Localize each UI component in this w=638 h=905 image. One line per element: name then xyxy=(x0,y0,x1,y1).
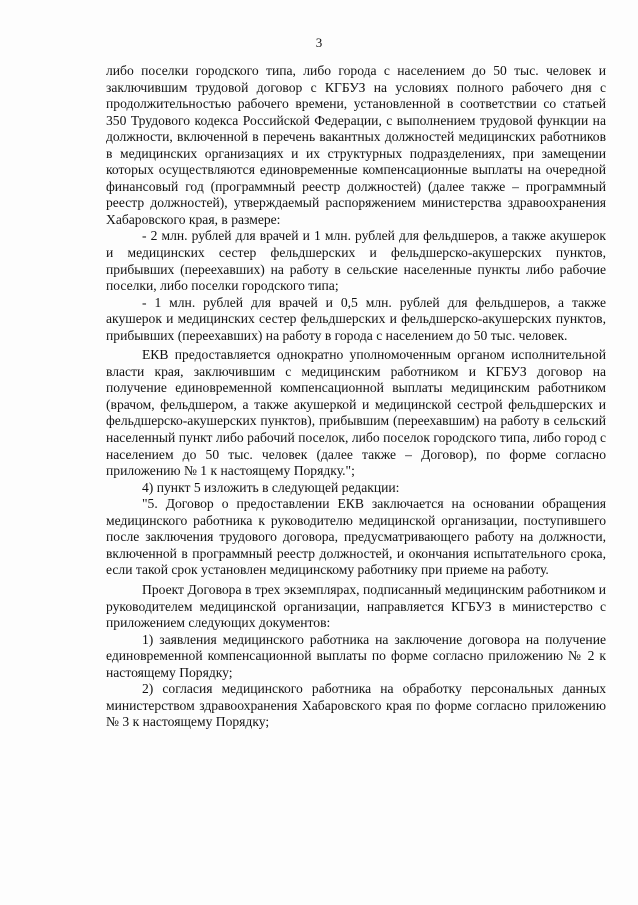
paragraph-ekv-provision: ЕКВ предоставляется однократно уполномоченным органом исполнительной власти края, заключившим с медицинским работником и КГБУЗ договор на получение единовременной компенсационной выплаты медицинским работником (врачом, фельдшером, а также акушеркой и медицинской сестрой фельдшерских и фельдшерско-акушерских пунктов), прибывшим (переехавшим) на работу в сельский населенный пункт либо рабочий поселок, либо поселок городского типа, либо город с населением до 50 тыс. человек (далее также – Договор), по форме согласно приложению № 1 к настоящему Порядку."; xyxy=(106,347,606,479)
paragraph-draft-contract: Проект Договора в трех экземплярах, подписанный медицинским работником и руководителем медицинской организации, направляется КГБУЗ в министерство с приложением следующих документов: xyxy=(106,581,606,631)
paragraph-clause-5: "5. Договор о предоставлении ЕКВ заключается на основании обращения медицинского работника к руководителю медицинской организации, поступившего после заключения трудового договора, предусматривающего работу на должности, включенной в программный реестр должностей, и окончания испытательного срока, если такой срок установлен медицинскому работнику при приеме на работу. xyxy=(106,496,606,578)
page-number: 3 xyxy=(315,35,323,50)
paragraph-amount-towns: - 1 млн. рублей для врачей и 0,5 млн. рублей для фельдшеров, а также акушерок и медицинских сестер фельдшерских и фельдшерско-акушерских пунктов, прибывших (переехавших) на работу в города с населением до 50 тыс. человек. xyxy=(106,294,606,343)
paragraph-item-4: 4) пункт 5 изложить в следующей редакции: xyxy=(142,479,400,495)
document-body xyxy=(106,63,606,731)
paragraph-continuation: либо поселки городского типа, либо города с населением до 50 тыс. человек и заключившим трудовой договор с КГБУЗ на условиях полного рабочего дня с продолжительностью рабочего времени, установленной в соответствии со статьей 350 Трудового кодекса Российской Федерации, с выполнением трудовой функции на должности, включенной в перечень вакантных должностей медицинских работников в медицинских организациях и их структурных подразделениях, при замещении которых осуществляются единовременные компенсационные выплаты на очередной финансовый год (программный реестр должностей) (далее также – программный реестр должностей), утверждаемый распоряжением министерства здравоохранения Хабаровского края, в размере: xyxy=(106,63,606,227)
paragraph-doc-2: 2) согласия медицинского работника на обработку персональных данных министерством здравоохранения Хабаровского края по форме согласно приложению № 3 к настоящему Порядку; xyxy=(106,681,606,730)
paragraph-doc-1: 1) заявления медицинского работника на заключение договора на получение единовременной компенсационной выплаты по форме согласно приложению № 2 к настоящему Порядку; xyxy=(106,631,606,680)
paragraph-amount-rural: - 2 млн. рублей для врачей и 1 млн. рублей для фельдшеров, а также акушерок и медицинских сестер фельдшерских и фельдшерско-акушерских пунктов, прибывших (переехавших) на работу в сельские населенные пункты либо рабочие поселки, либо поселки городского типа; xyxy=(106,228,606,294)
